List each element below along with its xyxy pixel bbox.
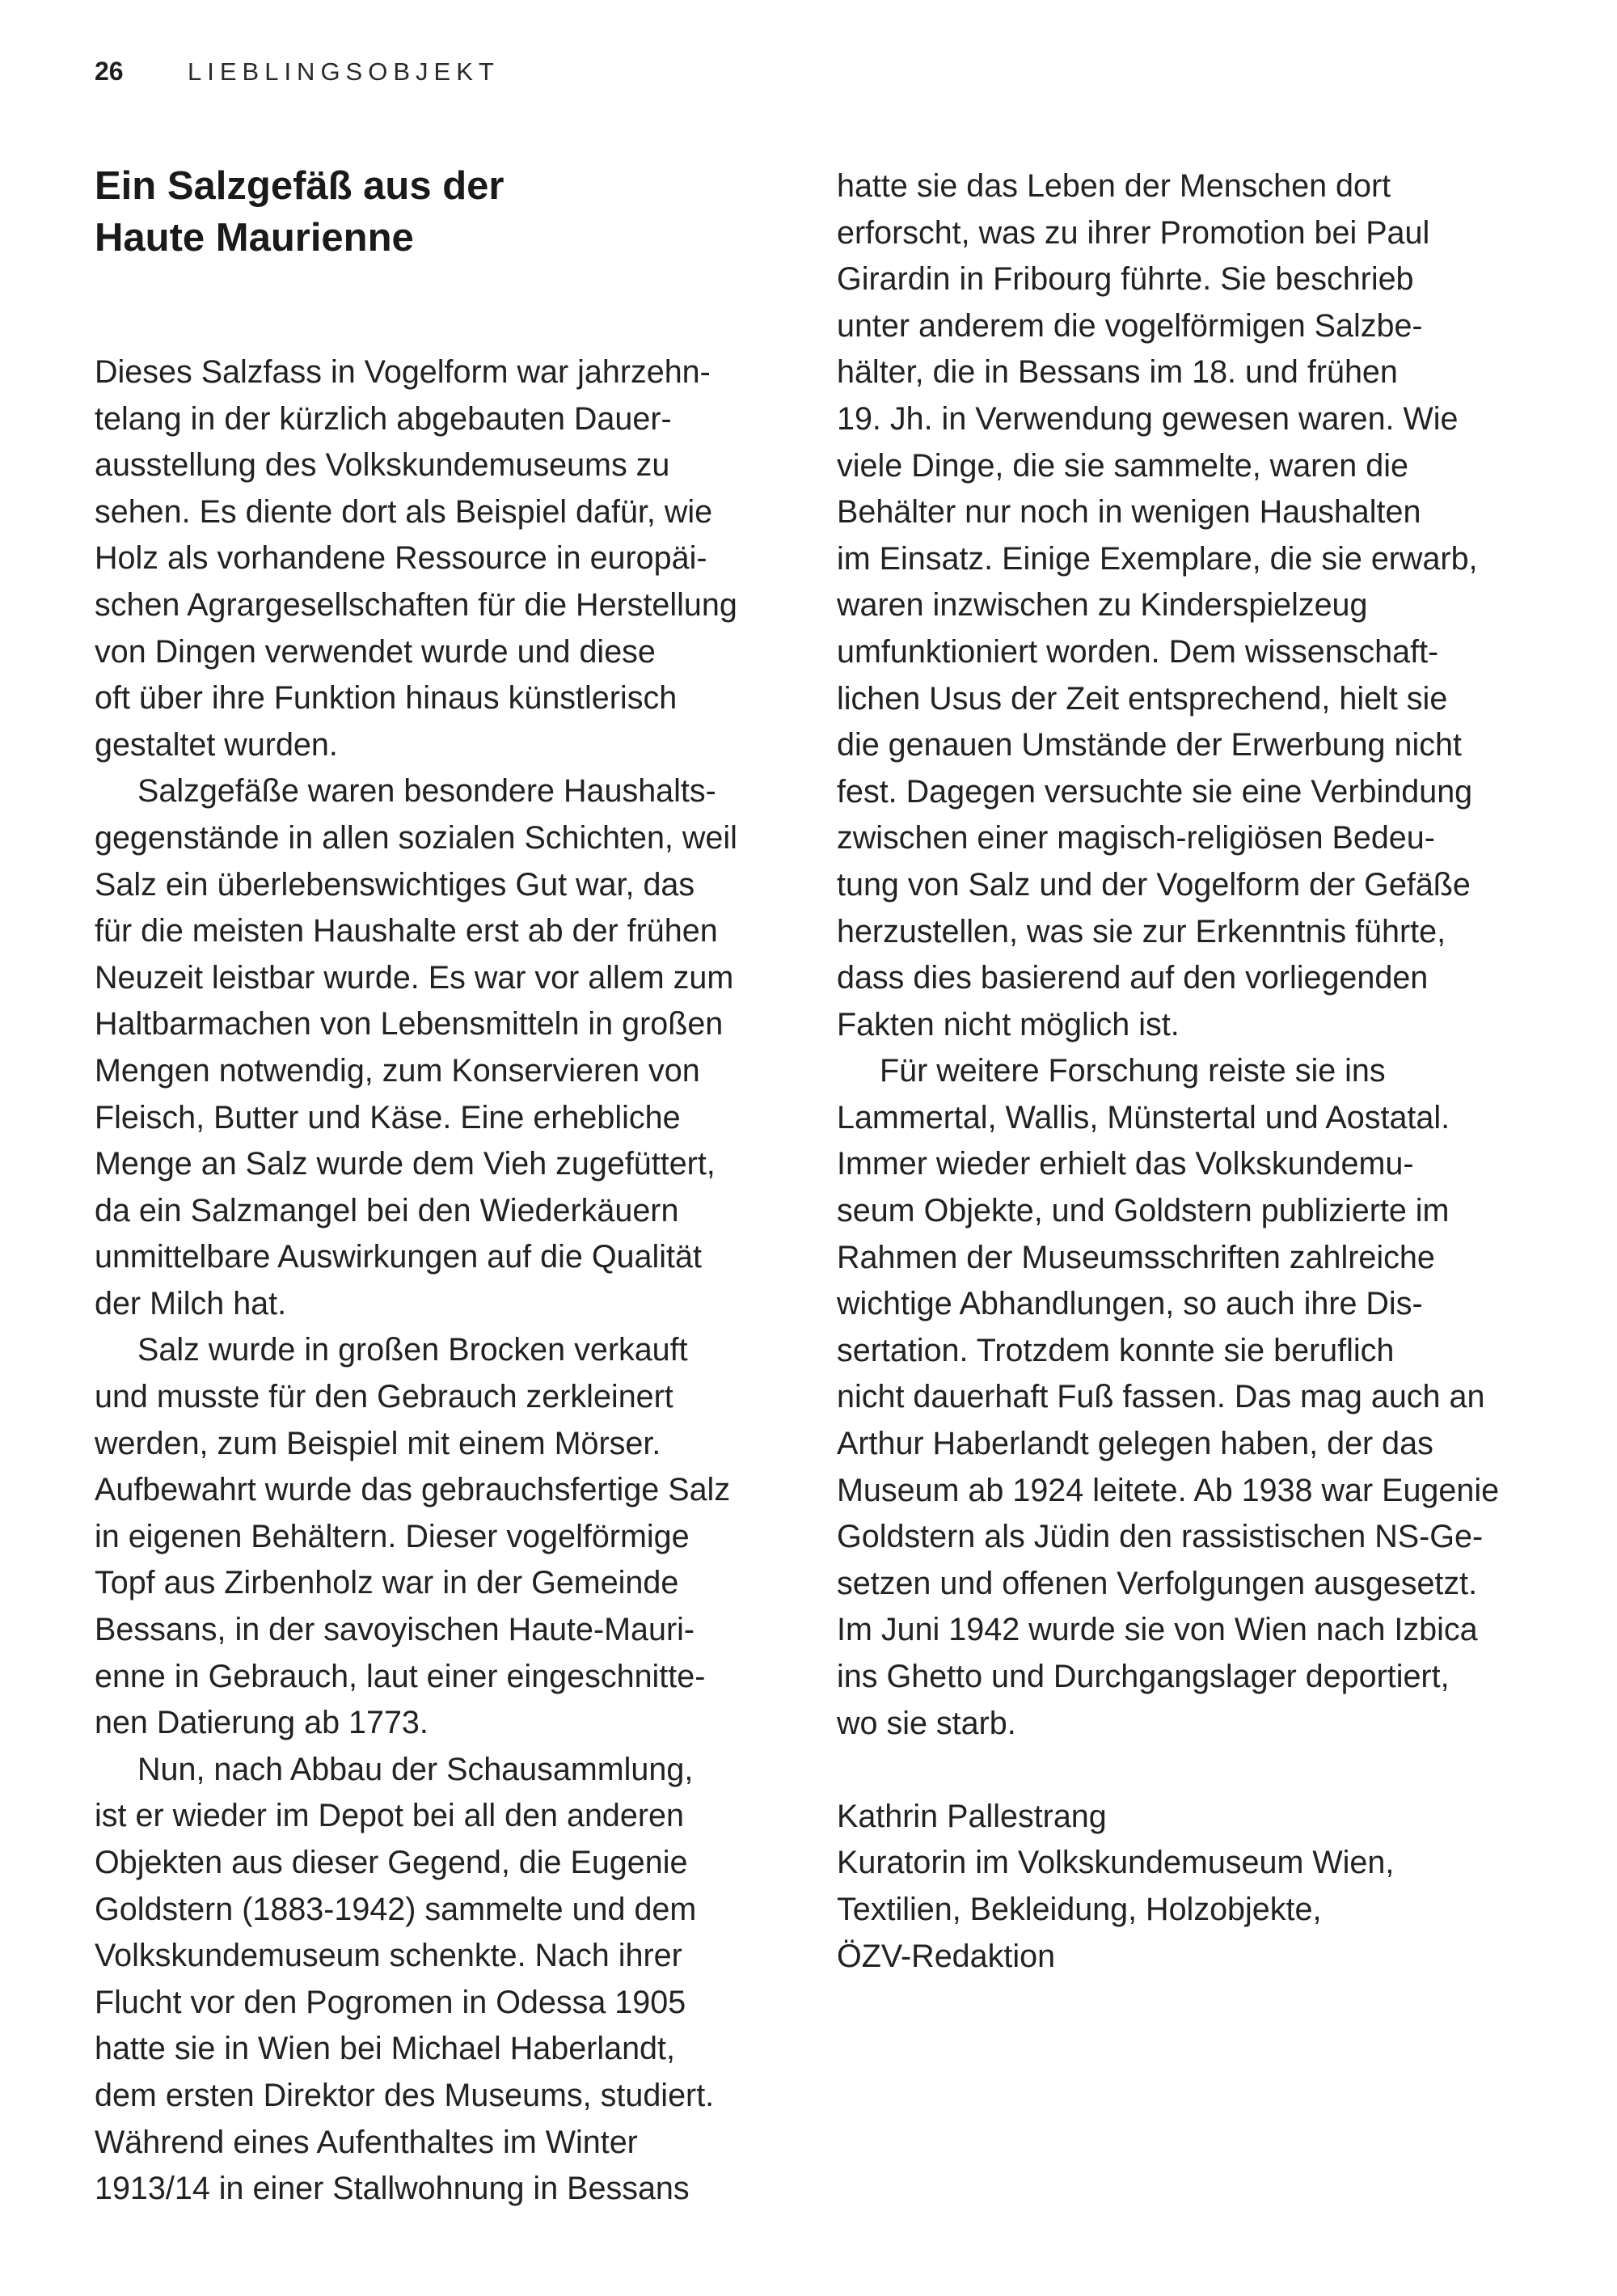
text-line: in eigenen Behältern. Dieser vogelförmige <box>95 1518 690 1554</box>
text-line: Mengen notwendig, zum Konservieren von <box>95 1052 700 1089</box>
text-line: telang in der kürzlich abgebauten Dauer- <box>95 400 672 437</box>
text-line: Objekten aus dieser Gegend, die Eugenie <box>95 1845 688 1880</box>
text-line: oft über ihre Funktion hinaus künstlerisch <box>95 680 678 717</box>
text-line: und musste für den Gebrauch zerkleinert <box>95 1379 673 1415</box>
text-line: sertation. Trotzdem konnte sie beruflich <box>837 1332 1395 1368</box>
text-line: enne in Gebrauch, laut einer eingeschnitte- <box>95 1658 706 1694</box>
text-line: Bessans, in der savoyischen Haute-Mauri- <box>95 1612 695 1648</box>
text-line: von Dingen verwendet wurde und diese <box>95 633 656 670</box>
text-line: viele Dinge, die sie sammelte, waren die <box>837 447 1408 484</box>
text-line: ausstellung des Volkskundemuseums zu <box>95 447 670 484</box>
paragraph-start-line: Salzgefäße waren besondere Haushalts- <box>137 773 716 810</box>
text-line: unter anderem die vogelförmigen Salzbe- <box>837 307 1423 344</box>
text-line: setzen und offenen Verfolgungen ausgesetzt. <box>837 1565 1478 1601</box>
text-line: Fakten nicht möglich ist. <box>837 1006 1180 1042</box>
text-line: Salz ein überlebenswichtiges Gut war, das <box>95 866 695 903</box>
text-line: tung von Salz und der Vogelform der Gefäße <box>837 866 1471 903</box>
text-line: da ein Salzmangel bei den Wiederkäuern <box>95 1192 679 1228</box>
text-line: Volkskundemuseum schenkte. Nach ihrer <box>95 1938 682 1974</box>
text-line: Lammertal, Wallis, Münstertal und Aostatal. <box>837 1099 1450 1135</box>
text-line: Dieses Salzfass in Vogelform war jahrzehn- <box>95 354 711 390</box>
text-line: Im Juni 1942 wurde sie von Wien nach Izbica <box>837 1612 1478 1648</box>
text-line: Haltbarmachen von Lebensmitteln in großen <box>95 1006 724 1042</box>
text-line: lichen Usus der Zeit entsprechend, hielt sie <box>837 680 1448 717</box>
text-line: herzustellen, was sie zur Erkenntnis führte, <box>837 913 1446 949</box>
author-name: Kathrin Pallestrang <box>837 1798 1107 1834</box>
left-column <box>95 349 806 2213</box>
text-line: Girardin in Fribourg führte. Sie beschrieb <box>837 261 1414 298</box>
article-title <box>95 160 741 264</box>
author-role-line: Textilien, Bekleidung, Holzobjekte, <box>837 1891 1322 1927</box>
paragraph-start-line: Salz wurde in großen Brocken verkauft <box>137 1332 688 1368</box>
text-line: Arthur Haberlandt gelegen haben, der das <box>837 1426 1433 1462</box>
text-line: waren inzwischen zu Kinderspielzeug <box>837 587 1368 624</box>
text-line: dem ersten Direktor des Museums, studiert. <box>95 2077 715 2113</box>
author-role-line: Kuratorin im Volkskundemuseum Wien, <box>837 1845 1395 1881</box>
text-line: wo sie starb. <box>837 1705 1016 1741</box>
right-column <box>837 163 1548 1980</box>
text-line: umfunktioniert worden. Dem wissenschaft- <box>837 633 1439 670</box>
text-line: Flucht vor den Pogromen in Odessa 1905 <box>95 1984 686 2020</box>
page-header <box>95 55 500 88</box>
text-line: hatte sie das Leben der Menschen dort <box>837 168 1391 204</box>
text-line: fest. Dagegen versuchte sie eine Verbindung <box>837 773 1473 810</box>
text-line: für die meisten Haushalte erst ab der frühen <box>95 913 718 949</box>
text-line: wichtige Abhandlungen, so auch ihre Dis- <box>837 1286 1423 1322</box>
text-line: Fleisch, Butter und Käse. Eine erhebliche <box>95 1099 681 1135</box>
text-line: erforscht, was zu ihrer Promotion bei Paul <box>837 214 1430 251</box>
paragraph-start-line: Für weitere Forschung reiste sie ins <box>880 1053 1386 1089</box>
text-line: Goldstern (1883-1942) sammelte und dem <box>95 1891 697 1927</box>
page-number: 26 <box>95 57 124 86</box>
text-line: die genauen Umstände der Erwerbung nicht <box>837 727 1462 763</box>
text-line: nicht dauerhaft Fuß fassen. Das mag auch an <box>837 1379 1485 1415</box>
text-line: sehen. Es diente dort als Beispiel dafür, wie <box>95 493 713 530</box>
title-line: Haute Maurienne <box>95 216 414 260</box>
text-line: Rahmen der Museumsschriften zahlreiche <box>837 1239 1435 1275</box>
text-line: Menge an Salz wurde dem Vieh zugefüttert, <box>95 1146 716 1182</box>
text-line: dass dies basierend auf den vorliegenden <box>837 960 1429 996</box>
text-line: Neuzeit leistbar wurde. Es war vor allem zum <box>95 959 734 996</box>
paragraph-start-line: Nun, nach Abbau der Schausammlung, <box>137 1751 694 1787</box>
text-line: Topf aus Zirbenholz war in der Gemeinde <box>95 1565 679 1601</box>
author-signature <box>837 1794 1548 1980</box>
text-line: hälter, die in Bessans im 18. und frühen <box>837 354 1398 391</box>
text-line: Immer wieder erhielt das Volkskundemu- <box>837 1146 1414 1182</box>
text-line: Museum ab 1924 leitete. Ab 1938 war Eugenie <box>837 1472 1500 1508</box>
text-line: werden, zum Beispiel mit einem Mörser. <box>95 1425 661 1461</box>
text-line: hatte sie in Wien bei Michael Haberlandt, <box>95 2031 675 2067</box>
text-line: gestaltet wurden. <box>95 726 338 763</box>
text-line: im Einsatz. Einige Exemplare, die sie erwarb, <box>837 540 1478 577</box>
author-role-line: ÖZV-Redaktion <box>837 1938 1056 1974</box>
text-line: Während eines Aufenthaltes im Winter <box>95 2124 638 2160</box>
spacer <box>837 1747 1548 1794</box>
text-line: gegenstände in allen sozialen Schichten, weil <box>95 819 737 856</box>
text-line: ins Ghetto und Durchgangslager deportiert, <box>837 1659 1450 1694</box>
text-line: 19. Jh. in Verwendung gewesen waren. Wie <box>837 400 1459 437</box>
text-line: ist er wieder im Depot bei all den anderen <box>95 1798 684 1834</box>
text-line: zwischen einer magisch-religiösen Bedeu- <box>837 820 1435 856</box>
title-line: Ein Salzgefäß aus der <box>95 164 505 208</box>
text-line: Behälter nur noch in wenigen Haushalten <box>837 494 1421 531</box>
text-line: 1913/14 in einer Stallwohnung in Bessans <box>95 2171 690 2207</box>
running-title: LIEBLINGSOBJEKT <box>188 57 500 86</box>
text-line: Goldstern als Jüdin den rassistischen NS-Ge- <box>837 1519 1484 1555</box>
text-line: unmittelbare Auswirkungen auf die Qualität <box>95 1239 702 1275</box>
text-line: schen Agrargesellschaften für die Herstellung <box>95 586 737 623</box>
text-line: Holz als vorhandene Ressource in europäi- <box>95 540 707 577</box>
text-line: der Milch hat. <box>95 1285 287 1321</box>
text-line: Aufbewahrt wurde das gebrauchsfertige Salz <box>95 1472 731 1508</box>
text-line: nen Datierung ab 1773. <box>95 1705 429 1741</box>
text-line: seum Objekte, und Goldstern publizierte im <box>837 1193 1450 1229</box>
